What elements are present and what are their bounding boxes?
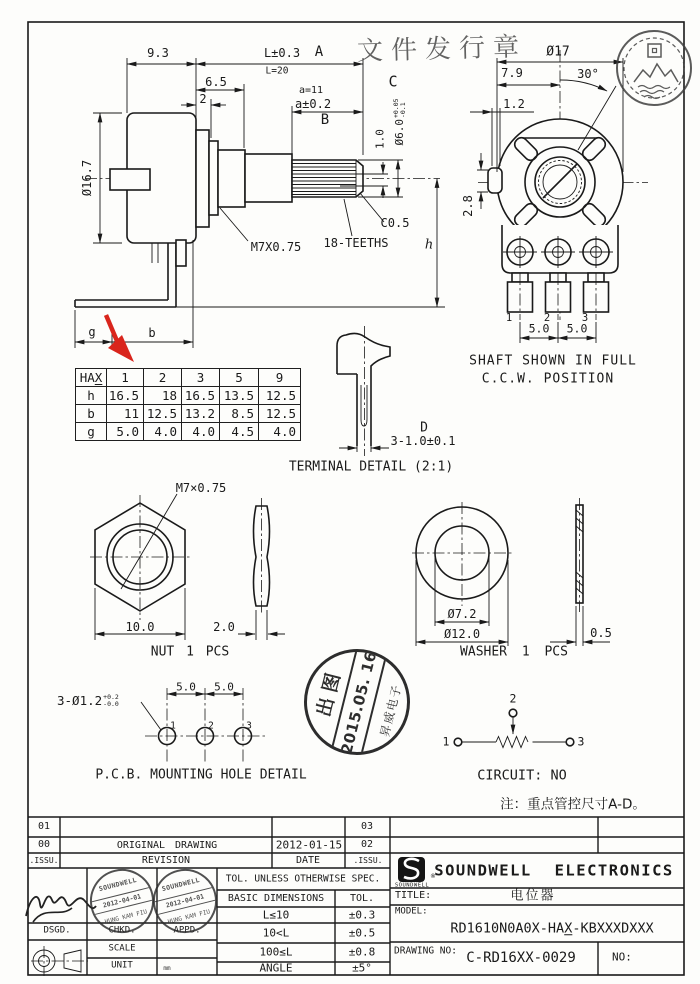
pitch-b: 5.0	[566, 321, 588, 336]
rev-header-revision: REVISION	[141, 855, 191, 866]
pcb-hole-dim: 3-Ø1.2 +0.2 -0.0	[57, 692, 119, 709]
washer-outer-dia: Ø12.0	[443, 627, 481, 641]
pcb-hole-2: 2	[208, 720, 214, 732]
nut-view	[90, 494, 285, 640]
table-row: HAX 1 2 3 5 9	[76, 369, 301, 387]
logo-caption: SOUNDWELL	[394, 882, 430, 889]
datum-D: D	[420, 420, 428, 436]
model-label: MODEL:	[395, 906, 428, 917]
tol-row4-val: ±5°	[352, 961, 372, 975]
hax-dimension-table	[75, 368, 301, 441]
title-value: 电位器	[510, 888, 556, 904]
soundwell-stamp-chkd: SOUNDWELL 2012-04-01 HUNG KAM FIU	[83, 862, 161, 940]
rev-issu-02: 02	[360, 839, 374, 850]
pcb-pitch-b: 5.0	[214, 680, 234, 694]
circuit-terminal-3: 3	[577, 734, 585, 749]
company-name: SOUNDWELL ELECTRONICS	[434, 861, 674, 880]
nut-thread: M7×0.75	[175, 481, 227, 495]
terminal-detail-view	[337, 326, 390, 456]
table-row: h 16.5 18 16.5 13.5 12.5	[76, 387, 301, 405]
rev-issu-03: 03	[360, 821, 374, 832]
circuit-caption: CIRCUIT: NO	[477, 767, 567, 784]
dim-2-8: 2.8	[461, 195, 475, 217]
front-view	[470, 50, 648, 343]
scale-label: SCALE	[108, 943, 136, 954]
terminal-caption: TERMINAL DETAIL (2:1)	[288, 459, 454, 475]
washer-view	[412, 498, 610, 646]
dim-7-9: 7.9	[501, 66, 523, 80]
tol-row2-dim: 10<L	[262, 926, 290, 940]
dsgd-label: DSGD.	[43, 925, 71, 936]
tol-col2: TOL.	[349, 893, 375, 904]
rev-original-drawing: ORIGINAL DRAWING	[116, 840, 218, 851]
rev-header-date: DATE	[295, 855, 321, 866]
rev-header-issu2: .ISSU.	[353, 856, 383, 865]
datum-C: C	[388, 72, 398, 91]
terminal-dim: 3-1.0±0.1	[390, 434, 456, 448]
pcb-hole-3: 3	[246, 720, 252, 732]
washer-caption: WASHER 1 PCS	[460, 644, 568, 660]
no-label: NO:	[612, 950, 632, 964]
dim-b: b	[148, 326, 156, 340]
title-label: TITLE:	[395, 890, 432, 901]
ref-a: a=11	[298, 85, 324, 96]
tol-header: TOL. UNLESS OTHERWISE SPEC.	[225, 873, 381, 885]
dim-a: a±0.2	[294, 97, 332, 111]
issue-stamp-text: 文件发行章	[356, 32, 528, 67]
tol-row3-dim: 100≤L	[259, 945, 293, 959]
soundwell-stamp-appd: SOUNDWELL 2012-04-01 HUNG KAM FIU	[146, 862, 224, 940]
table-row: b 11 12.5 13.2 8.5 12.5	[76, 405, 301, 423]
circuit-terminal-2: 2	[509, 691, 517, 706]
model-value: RD1610N0A0X-HAX-KBXXXDXXX	[450, 920, 654, 937]
tol-row2-val: ±0.5	[348, 926, 376, 940]
dim-6-5: 6.5	[205, 75, 227, 89]
pin-1-label: 1	[505, 311, 513, 324]
circuit-terminal-1: 1	[442, 734, 450, 749]
chkd-label: CHKD.	[108, 925, 136, 936]
rev-issu-00: 00	[37, 839, 51, 850]
drawing-no-value: C-RD16XX-0029	[466, 950, 576, 966]
unit-value: mm	[163, 965, 171, 972]
dim-1-0: 1.0	[373, 129, 387, 149]
thread-label: M7X0.75	[250, 240, 302, 254]
tol-col1: BASIC DIMENSIONS	[227, 893, 325, 904]
dim-1-2: 1.2	[503, 97, 525, 111]
rev-date-value: 2012-01-15	[275, 838, 343, 852]
tol-row4-dim: ANGLE	[259, 961, 293, 975]
eco-seal	[617, 31, 691, 105]
front-dia: Ø17	[546, 44, 570, 60]
front-caption-1: SHAFT SHOWN IN FULL	[469, 353, 637, 369]
dim-30deg: 30°	[577, 67, 599, 81]
circuit-schematic	[454, 709, 574, 747]
dim-9-3: 9.3	[147, 46, 169, 60]
body-dia-dim: Ø16.7	[80, 159, 94, 197]
pcb-pitch-a: 5.0	[176, 680, 196, 694]
rev-header-issu: .ISSU.	[29, 856, 59, 865]
shaft-dia-dim: Ø6.0 +0.05 -0.1	[391, 98, 407, 146]
dim-h: h	[424, 237, 434, 253]
datum-B: B	[320, 112, 330, 128]
nut-caption: NUT 1 PCS	[150, 644, 230, 660]
ref-L: L=20	[265, 65, 289, 77]
red-arrow	[106, 315, 134, 362]
unit-label: UNIT	[111, 960, 133, 971]
rev-issu-01: 01	[37, 821, 51, 832]
dim-L: L±0.3	[263, 46, 301, 60]
washer-thickness: 0.5	[590, 626, 612, 640]
washer-inner-dia: Ø7.2	[447, 607, 477, 621]
pin-2-label: 2	[543, 311, 551, 324]
front-caption-2: C.C.W. POSITION	[481, 371, 615, 387]
third-angle-projection-icon	[31, 946, 88, 976]
appd-label: APPD.	[173, 925, 201, 936]
teeth-label: 18-TEETHS	[323, 236, 389, 250]
control-note: 注：重点管控尺寸A-D。	[500, 796, 646, 813]
tol-row1-dim: L≤10	[262, 908, 290, 922]
dim-g: g	[88, 325, 96, 339]
chamfer-label: C0.5	[380, 216, 410, 230]
nut-width: 10.0	[125, 620, 155, 634]
table-row: g 5.0 4.0 4.0 4.5 4.0	[76, 423, 301, 441]
tol-row1-val: ±0.3	[348, 908, 376, 922]
release-stamp-left-text: 出图	[312, 665, 347, 720]
soundwell-logo	[398, 857, 425, 882]
release-stamp-right-text: 昇威电子	[377, 682, 405, 739]
dim-2: 2	[199, 92, 207, 106]
pcb-hole-1: 1	[170, 720, 176, 732]
pcb-caption: P.C.B. MOUNTING HOLE DETAIL	[95, 767, 307, 783]
datum-A: A	[314, 44, 324, 60]
drawing-no-label: DRAWING NO:	[394, 945, 457, 957]
tol-row3-val: ±0.8	[348, 945, 376, 959]
pitch-a: 5.0	[528, 321, 550, 336]
nut-thickness: 2.0	[213, 620, 235, 634]
pin-3-label: 3	[581, 311, 589, 324]
signature	[26, 896, 96, 922]
release-stamp-date: 2015.05. 16	[330, 646, 387, 759]
registered-mark: ®	[430, 872, 436, 881]
